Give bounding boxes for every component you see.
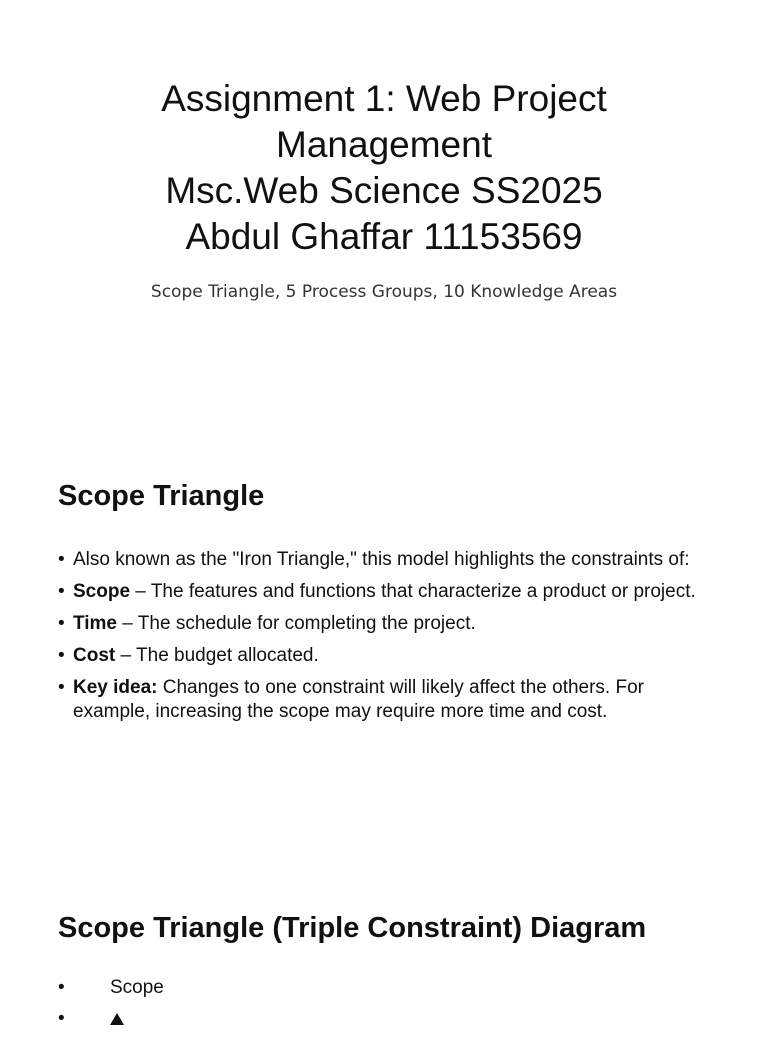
bullet-term: Key idea: — [73, 677, 158, 698]
scope-bullet-list — [58, 548, 718, 724]
bullet-dot: • — [58, 1008, 65, 1029]
list-item — [58, 548, 718, 572]
bullet-dot: • — [58, 645, 65, 666]
bullet-text: – The schedule for completing the project. — [117, 613, 476, 634]
title-line-1: Assignment 1: Web Project — [161, 78, 607, 119]
list-item — [58, 1007, 718, 1031]
bullet-term: Scope — [73, 581, 131, 602]
list-item — [58, 612, 718, 636]
triangle-up-icon — [110, 1013, 124, 1025]
section-heading-diagram: Scope Triangle (Triple Constraint) Diagram — [58, 912, 647, 944]
bullet-text: – The budget allocated. — [115, 645, 319, 666]
list-item — [58, 676, 718, 724]
scope-triangle-section — [58, 478, 718, 732]
bullet-term: Cost — [73, 645, 116, 666]
subtitle: Scope Triangle, 5 Process Groups, 10 Knowledge Areas — [150, 282, 618, 302]
list-item — [58, 580, 718, 604]
list-item — [58, 976, 718, 1000]
bullet-term: Time — [73, 613, 118, 634]
section-heading-scope-triangle: Scope Triangle — [58, 480, 265, 512]
title-line-2: Management — [276, 124, 492, 165]
bullet-dot: • — [58, 581, 65, 602]
list-item — [58, 644, 718, 668]
title-line-3: Msc.Web Science SS2025 — [165, 170, 603, 211]
title-line-4: Abdul Ghaffar 11153569 — [185, 216, 583, 257]
bullet-dot: • — [58, 977, 65, 998]
bullet-dot: • — [58, 677, 65, 698]
bullet-text: – The features and functions that characterize a product or project. — [130, 581, 696, 602]
diagram-bullet-list — [58, 976, 718, 1031]
diagram-section — [58, 910, 718, 1038]
bullet-dot: • — [58, 613, 65, 634]
bullet-dot: • — [58, 549, 65, 570]
bullet-text: Scope — [110, 977, 164, 998]
bullet-text: Changes to one constraint will likely affect the others. For example, increasing the scope may require more time and cost. — [73, 677, 644, 722]
bullet-text: Also known as the "Iron Triangle," this model highlights the constraints of: — [73, 549, 690, 570]
title-slide — [0, 76, 768, 302]
